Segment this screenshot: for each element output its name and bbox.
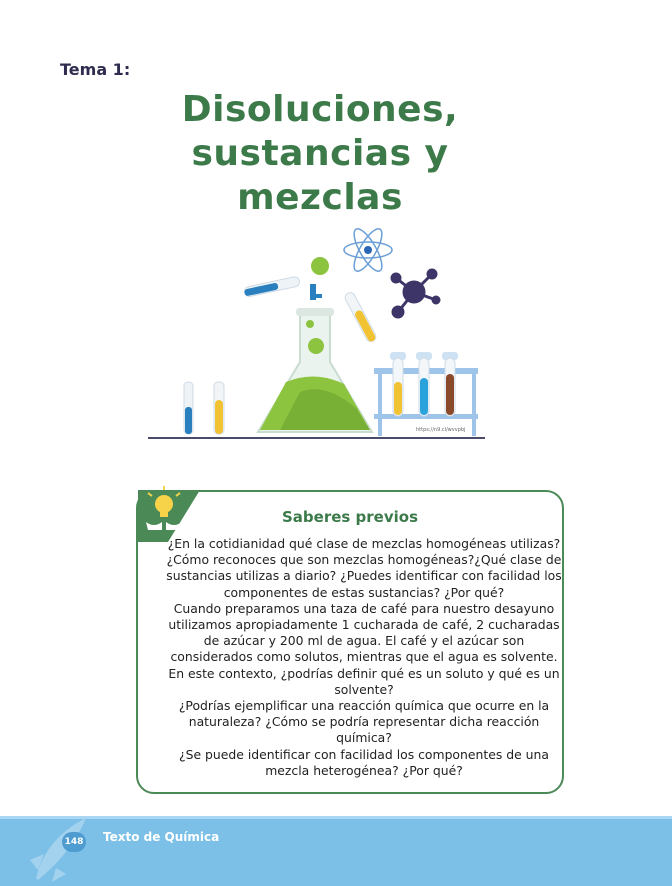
bubble bbox=[311, 257, 329, 275]
left-tube-yellow bbox=[214, 382, 224, 434]
title-line-3: mezclas bbox=[237, 177, 403, 218]
footer-label: Texto de Química bbox=[103, 830, 220, 844]
erlenmeyer-flask bbox=[258, 308, 372, 432]
footer-highlight bbox=[0, 816, 672, 819]
page-number: 148 bbox=[62, 832, 86, 852]
tema-label: Tema 1: bbox=[60, 60, 131, 79]
left-tube-blue bbox=[184, 382, 193, 434]
drop-blue bbox=[310, 284, 316, 300]
saberes-text bbox=[164, 536, 564, 779]
footer-bar bbox=[0, 816, 672, 886]
atom-icon bbox=[344, 225, 392, 275]
title-line-1: Disoluciones, bbox=[181, 89, 459, 130]
test-tube-rack bbox=[374, 352, 478, 436]
saberes-title: Saberes previos bbox=[281, 508, 419, 526]
title-line-2: sustancias y bbox=[191, 133, 449, 174]
saberes-paragraph-3: ¿Podrías ejemplificar una reacción química que ocurre en la naturaleza? ¿Cómo se podría representar dicha reacción química? bbox=[178, 698, 550, 746]
chemistry-lab-illustration bbox=[140, 222, 520, 444]
page-title bbox=[140, 88, 500, 220]
saberes-paragraph-2: Cuando preparamos una taza de café para nuestro desayuno utilizamos apropiadamente 1 cucharada de café, 2 cucharadas de azúcar y 200 ml de agua. El café y el azúcar son considerados como solutos, mientras que el agua es solvente. En este contexto, ¿podrías definir qué es un soluto y qué es un solvente? bbox=[168, 600, 560, 697]
saberes-paragraph-4: ¿Se puede identificar con facilidad los componentes de una mezcla heterogénea? ¿Por qué? bbox=[179, 746, 549, 778]
saberes-paragraph-1: ¿En la cotidianidad qué clase de mezclas homogéneas utilizas? ¿Cómo reconoces que son mezclas homogéneas?¿Qué clase de sustancias utilizas a diario? ¿Puedes identificar con facilidad los componentes de estas sustancias? ¿Por qué? bbox=[166, 536, 562, 600]
image-credit: https://n9.cl/wvvpbj bbox=[416, 427, 466, 433]
pouring-tube bbox=[244, 276, 301, 297]
molecule-icon bbox=[391, 269, 440, 318]
yellow-tilted-tube bbox=[343, 291, 377, 343]
